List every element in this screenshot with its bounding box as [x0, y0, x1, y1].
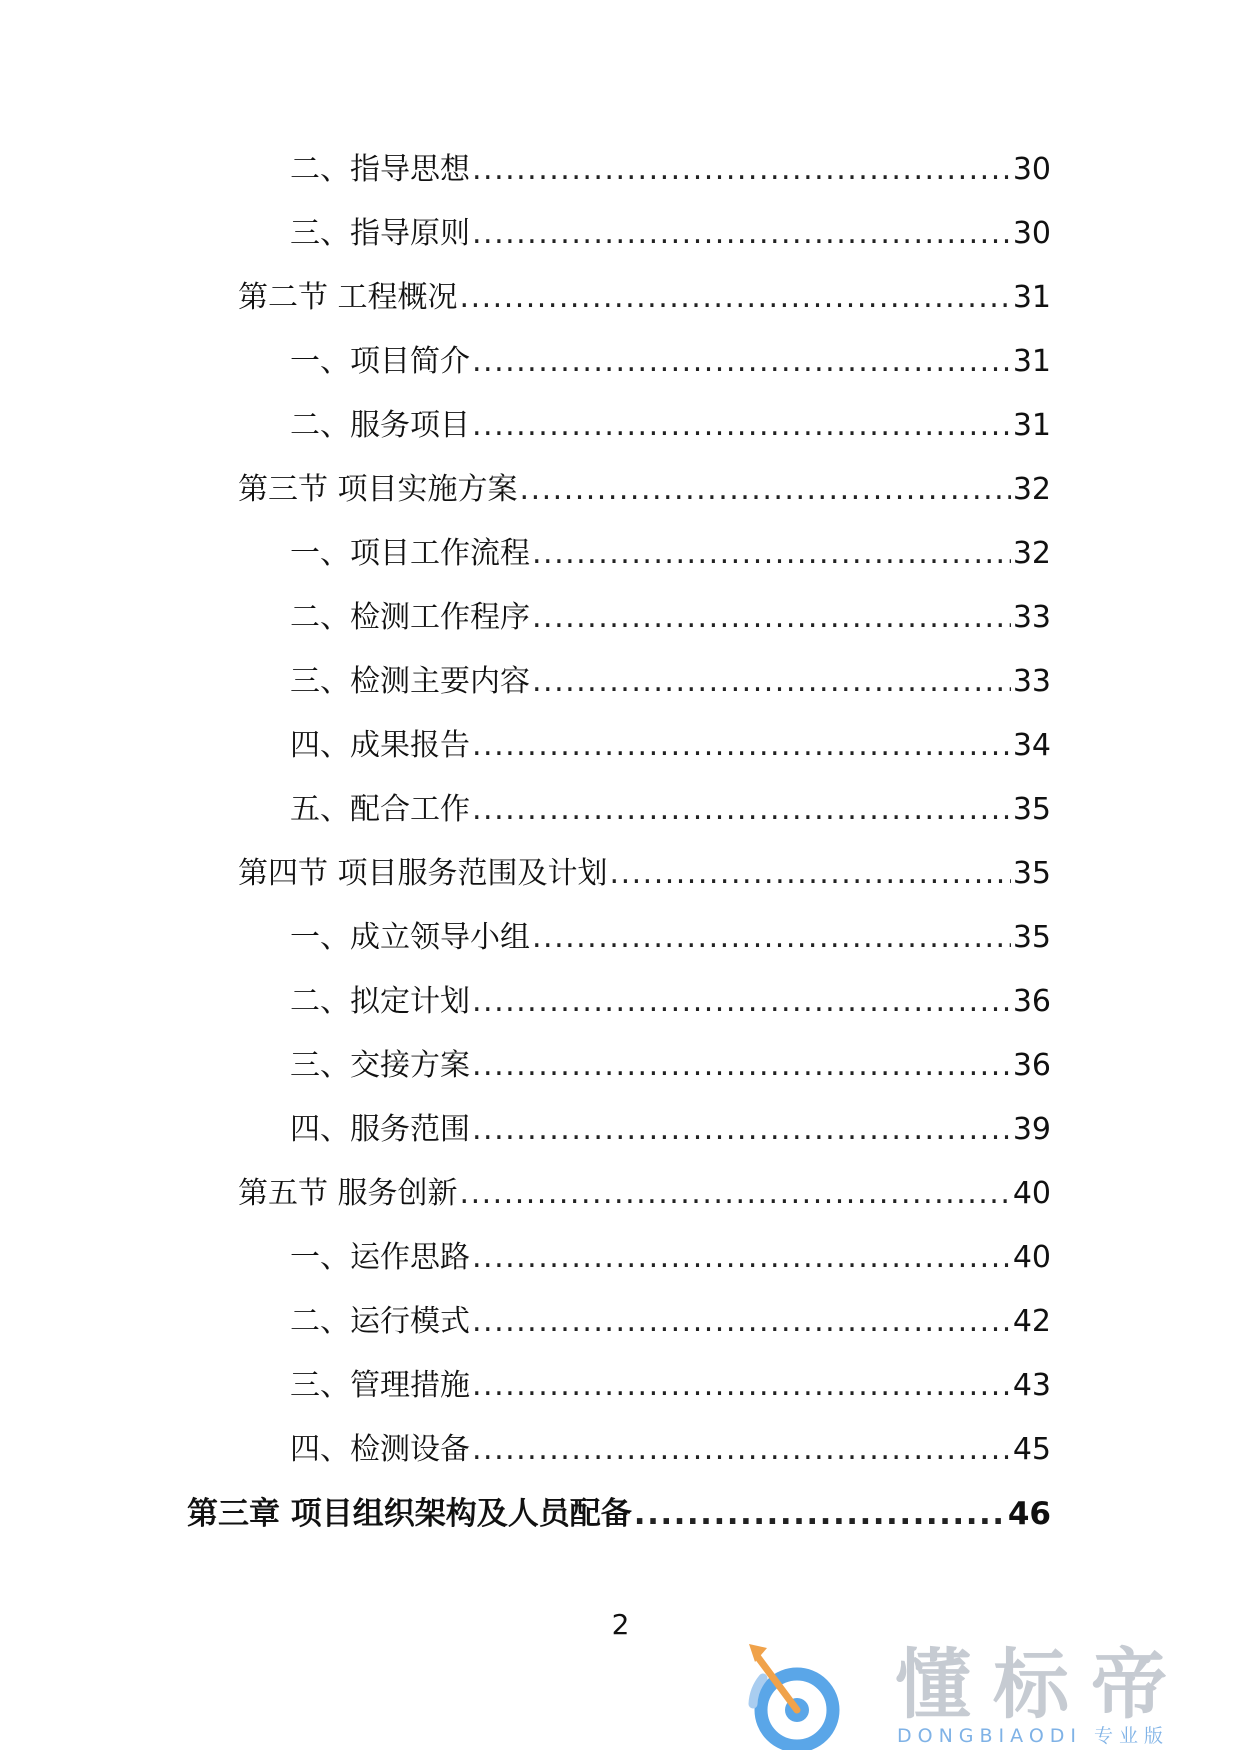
toc-entry-page: 40	[1012, 1176, 1051, 1211]
toc-entry-title: 第三节 项目实施方案	[238, 472, 518, 507]
toc-dot-leader	[472, 1364, 1011, 1408]
watermark-subtitle: DONGBIAODI 专业版	[897, 1725, 1170, 1747]
toc-entry-page: 42	[1012, 1304, 1051, 1339]
toc-dot-leader	[472, 1236, 1011, 1280]
toc-dot-leader	[472, 1108, 1011, 1152]
watermark	[745, 1640, 1225, 1750]
toc-entry[interactable]	[290, 340, 1051, 384]
toc-entry-page: 43	[1012, 1368, 1051, 1403]
toc-entry-title: 五、配合工作	[290, 792, 470, 827]
toc-entry-chapter[interactable]	[187, 1492, 1051, 1536]
toc-entry-page: 40	[1012, 1240, 1051, 1275]
toc-entry-page: 31	[1012, 280, 1051, 315]
toc-entry-title: 四、成果报告	[290, 728, 470, 763]
toc-entry-title: 二、拟定计划	[290, 984, 470, 1019]
toc-entry-title: 二、检测工作程序	[290, 600, 530, 635]
toc-dot-leader	[634, 1492, 1006, 1536]
toc-entry-title: 第二节 工程概况	[238, 280, 458, 315]
toc-dot-leader	[472, 980, 1011, 1024]
toc-entry-page: 32	[1012, 536, 1051, 571]
toc-entry-page: 39	[1012, 1112, 1051, 1147]
watermark-title: 懂标帝	[895, 1640, 1189, 1729]
toc-entry[interactable]	[290, 1044, 1051, 1088]
toc-entry[interactable]	[290, 980, 1051, 1024]
toc-entry-title: 第四节 项目服务范围及计划	[238, 856, 608, 891]
toc-entry-title: 四、检测设备	[290, 1432, 470, 1467]
toc-entry-page: 30	[1012, 216, 1051, 251]
toc-entry-page: 36	[1012, 1048, 1051, 1083]
toc-entry-title: 四、服务范围	[290, 1112, 470, 1147]
toc-entry[interactable]	[290, 404, 1051, 448]
toc-entry-page: 46	[1007, 1496, 1051, 1532]
toc-entry-title: 一、成立领导小组	[290, 920, 530, 955]
toc-entry-page: 35	[1012, 856, 1051, 891]
toc-dot-leader	[610, 852, 1011, 896]
toc-entry-page: 30	[1012, 152, 1051, 187]
toc-entry[interactable]	[290, 1236, 1051, 1280]
toc-entry[interactable]	[290, 532, 1051, 576]
toc-entry-title: 一、项目工作流程	[290, 536, 530, 571]
toc-dot-leader	[460, 1172, 1011, 1216]
toc-entry[interactable]	[290, 660, 1051, 704]
toc-entry-title: 二、服务项目	[290, 408, 470, 443]
toc-entry-title: 第五节 服务创新	[238, 1176, 458, 1211]
toc-dot-leader	[532, 916, 1011, 960]
toc-dot-leader	[472, 1428, 1011, 1472]
target-arrow-icon	[745, 1640, 875, 1750]
toc-entry-title: 三、检测主要内容	[290, 664, 530, 699]
toc-entry-page: 35	[1012, 792, 1051, 827]
toc-entry-page: 33	[1012, 600, 1051, 635]
toc-dot-leader	[532, 596, 1011, 640]
toc-entry-title: 三、指导原则	[290, 216, 470, 251]
toc-entry[interactable]	[238, 852, 1051, 896]
toc-entry[interactable]	[290, 724, 1051, 768]
toc-dot-leader	[460, 276, 1011, 320]
toc-entry[interactable]	[290, 916, 1051, 960]
toc-dot-leader	[532, 660, 1011, 704]
toc-entry[interactable]	[290, 1300, 1051, 1344]
toc-dot-leader	[472, 212, 1011, 256]
toc-entry[interactable]	[290, 1428, 1051, 1472]
toc-dot-leader	[472, 148, 1011, 192]
toc-entry[interactable]	[290, 148, 1051, 192]
toc-entry[interactable]	[238, 468, 1051, 512]
toc-entry-page: 31	[1012, 408, 1051, 443]
toc-entry-title: 三、交接方案	[290, 1048, 470, 1083]
toc-entry-page: 33	[1012, 664, 1051, 699]
toc-dot-leader	[472, 724, 1011, 768]
toc-dot-leader	[472, 1300, 1011, 1344]
toc-entry[interactable]	[290, 788, 1051, 832]
toc-entry[interactable]	[238, 1172, 1051, 1216]
toc-entry[interactable]	[290, 212, 1051, 256]
toc-entry-title: 二、运行模式	[290, 1304, 470, 1339]
toc-entry[interactable]	[290, 596, 1051, 640]
toc-entry-title: 三、管理措施	[290, 1368, 470, 1403]
toc-dot-leader	[472, 340, 1011, 384]
toc-entry[interactable]	[290, 1364, 1051, 1408]
toc-dot-leader	[472, 788, 1011, 832]
toc-entry-title: 二、指导思想	[290, 152, 470, 187]
toc-entry-page: 35	[1012, 920, 1051, 955]
toc-entry-title: 一、运作思路	[290, 1240, 470, 1275]
toc-dot-leader	[520, 468, 1011, 512]
toc-entry-page: 45	[1012, 1432, 1051, 1467]
toc-entry-title: 第三章 项目组织架构及人员配备	[187, 1496, 632, 1532]
toc-dot-leader	[472, 404, 1011, 448]
toc-dot-leader	[532, 532, 1011, 576]
toc-dot-leader	[472, 1044, 1011, 1088]
toc-entry-page: 36	[1012, 984, 1051, 1019]
toc-entry[interactable]	[238, 276, 1051, 320]
toc-entry-title: 一、项目简介	[290, 344, 470, 379]
toc-entry[interactable]	[290, 1108, 1051, 1152]
toc-entry-page: 32	[1012, 472, 1051, 507]
toc-entry-page: 34	[1012, 728, 1051, 763]
toc-entry-page: 31	[1012, 344, 1051, 379]
page-number: 2	[611, 1608, 630, 1641]
